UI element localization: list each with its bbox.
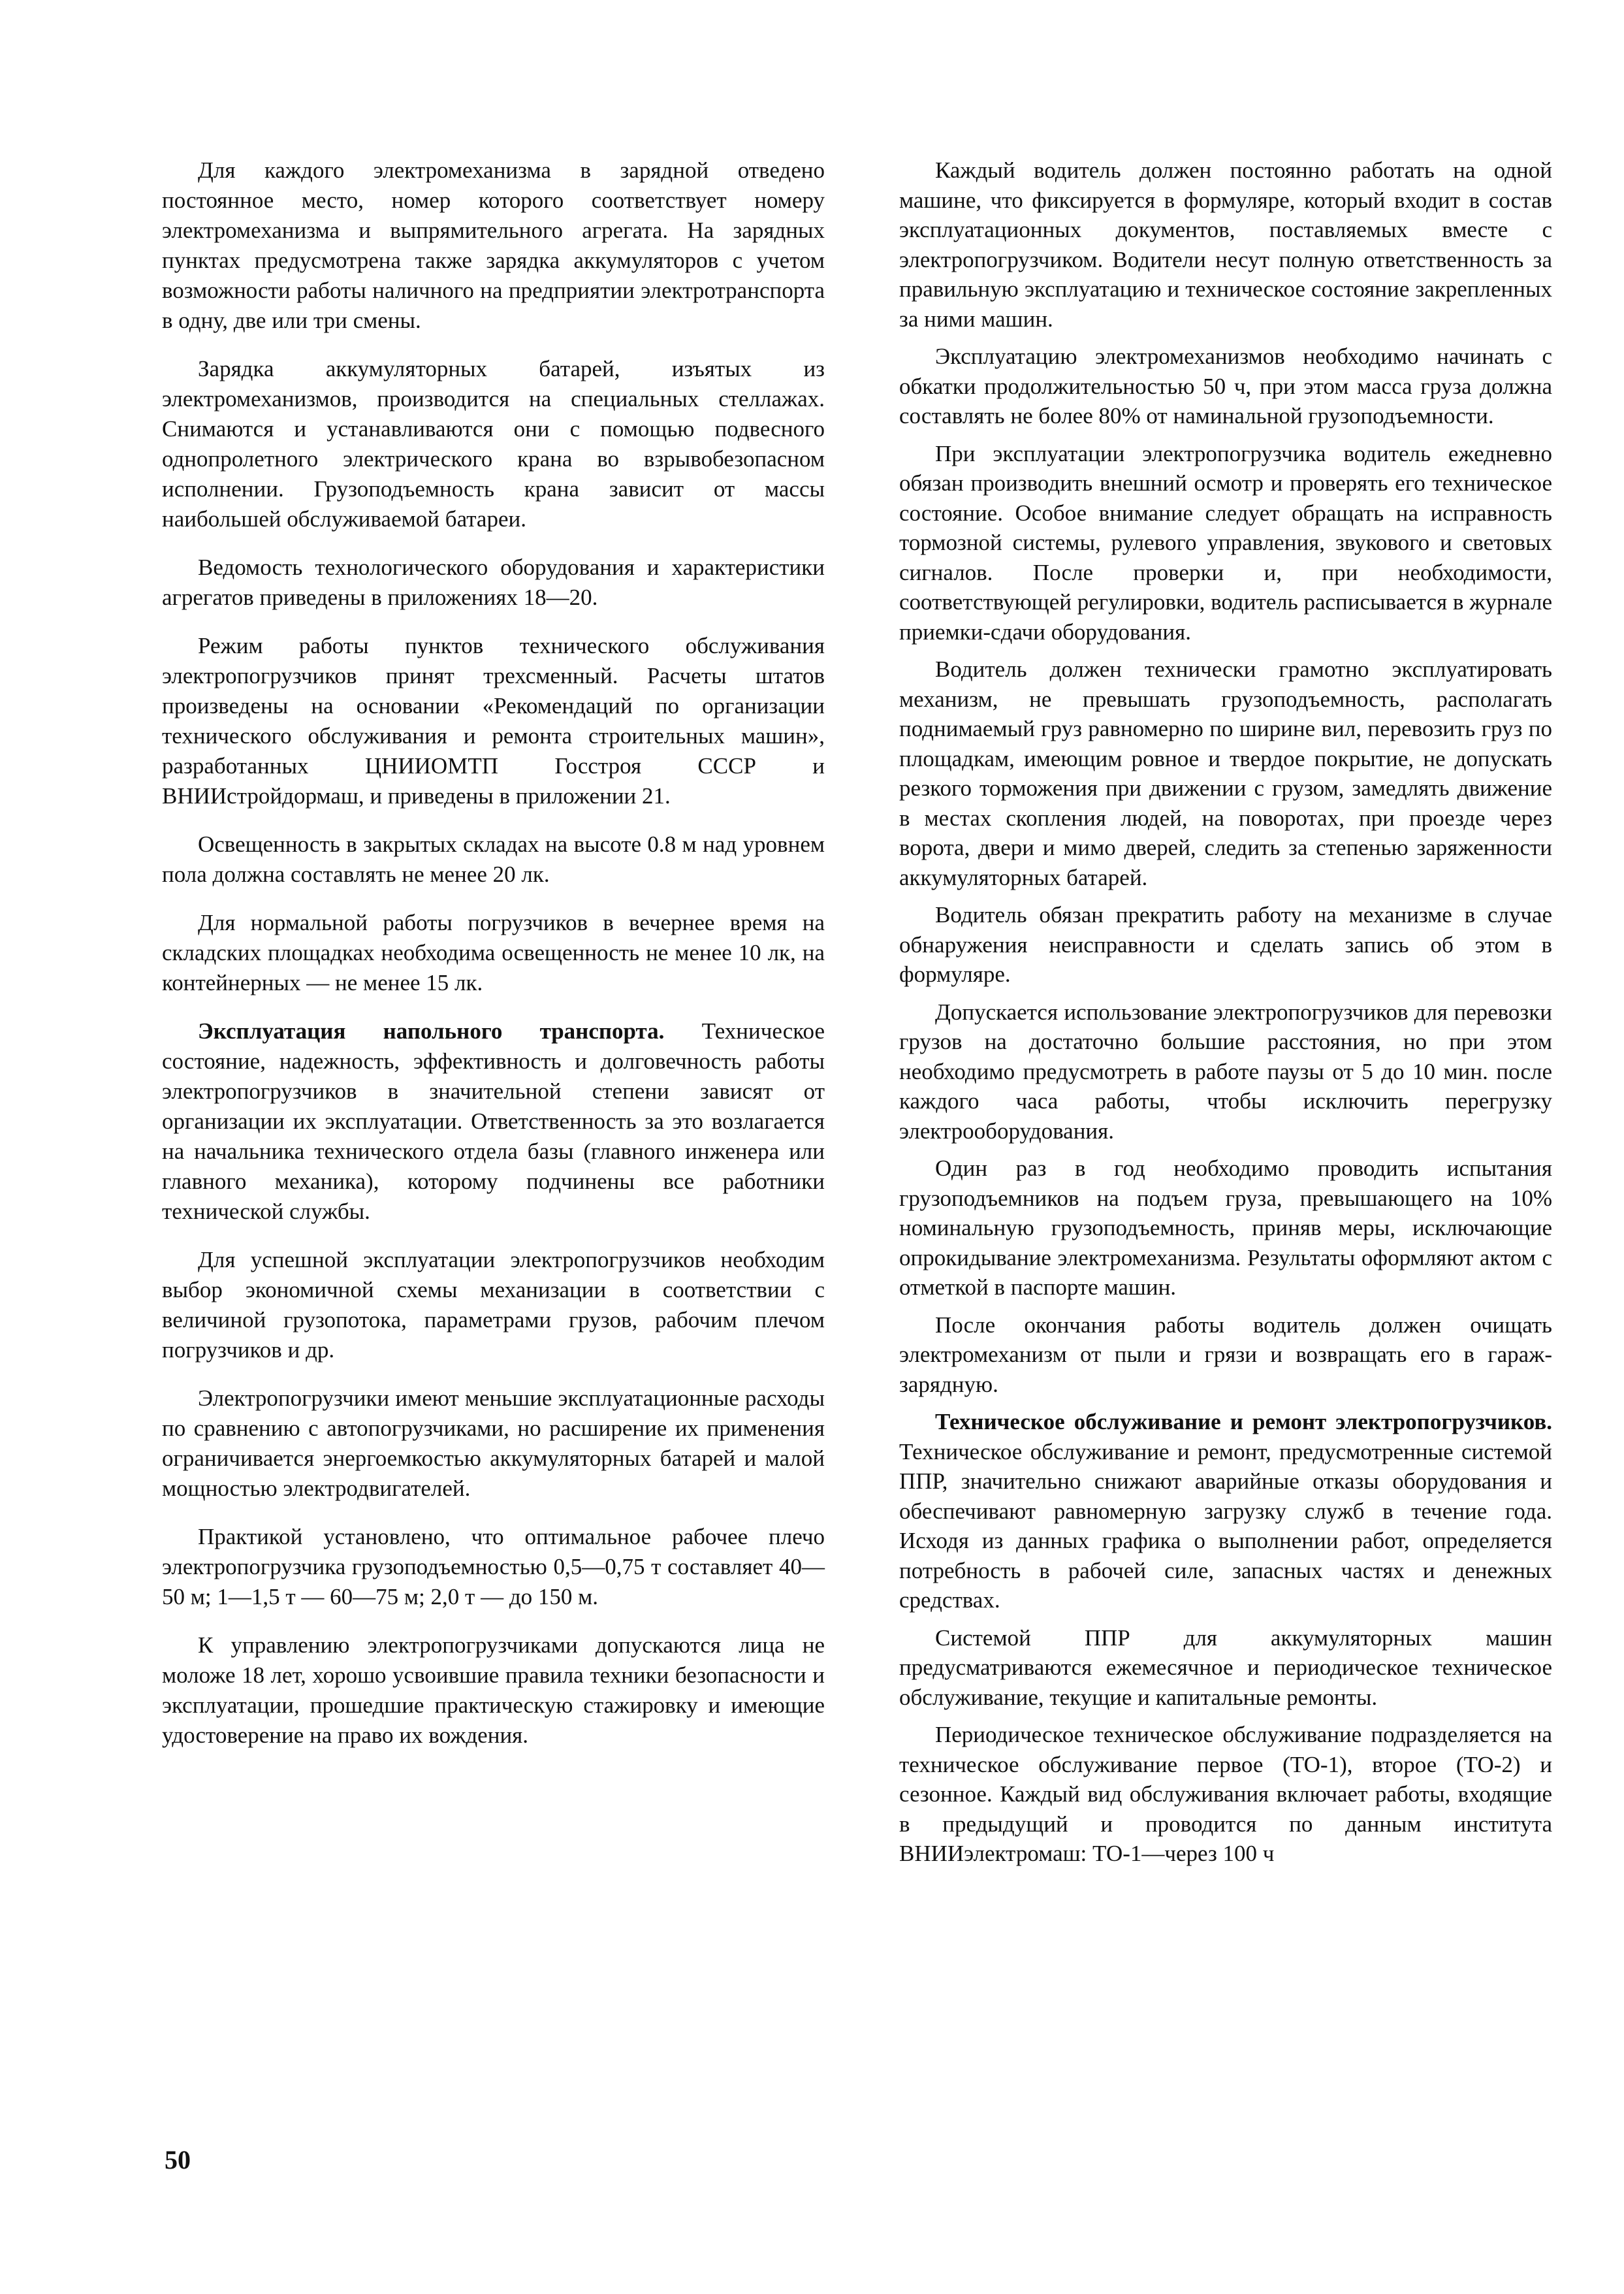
paragraph: Эксплуатация напольного транспорта. Техническое состояние, надежность, эффективность и долговечность работы электропогрузчиков в значительной степени зависят от организации их эксплуатации. Ответственность за это возлагается на начальника технического отдела базы (главного инженера или главного механика), которому подчинены все работники технической службы. [162,1018,825,1224]
paragraph: После окончания работы водитель должен очищать электромеханизм от пыли и грязи и возвращать его в гараж-зарядную. [899,1312,1552,1397]
paragraph: Техническое обслуживание и ремонт электропогрузчиков. Техническое обслуживание и ремонт, предусмотренные системой ППР, значительно снижают аварийные отказы оборудования и обеспечивают равномерную загрузку служб в течение года. Исходя из данных графика о выполнении работ, определяется потребность в рабочей силе, запасных частях и денежных средствах. [899,1409,1552,1613]
paragraph: Практикой установлено, что оптимальное рабочее плечо электропогрузчика грузоподъемностью 0,5—0,75 т составляет 40—50 м; 1—1,5 т — 60—75 м; 2,0 т — до 150 м. [162,1524,825,1609]
section-heading: Эксплуатация напольного транспорта. [198,1018,665,1044]
paragraph: Один раз в год необходимо проводить испытания грузоподъемников на подъем груза, превышающего на 10% номинальную грузоподъемность, приняв меры, исключающие опрокидывание электромеханизма. Результаты оформляют актом с отметкой в паспорте машин. [899,1155,1552,1300]
paragraph: Для нормальной работы погрузчиков в вечернее время на складских площадках необходима освещенность не менее 10 лк, на контейнерных — не менее 15 лк. [162,910,825,995]
page-number: 50 [165,2145,191,2174]
paragraph: Освещенность в закрытых складах на высоте 0.8 м над уровнем пола должна составлять не менее 20 лк. [162,832,825,887]
paragraph: Водитель обязан прекратить работу на механизме в случае обнаружения неисправности и сделать запись об этом в формуляре. [899,902,1552,987]
paragraph: Для каждого электромеханизма в зарядной отведено постоянное место, номер которого соответствует номеру электромеханизма и выпрямительного агрегата. На зарядных пунктах предусмотрена также зарядка аккумуляторов с учетом возможности работы наличного на предприятии электротранспорта в одну, две или три смены. [162,157,825,333]
paragraph: Периодическое техническое обслуживание подразделяется на техническое обслуживание первое (ТО-1), второе (ТО-2) и сезонное. Каждый вид обслуживания включает работы, входящие в предыдущий и проводится по данным института ВНИИэлектромаш: ТО-1—через 100 ч [899,1722,1552,1866]
paragraph: Для успешной эксплуатации электропогрузчиков необходим выбор экономичной схемы механизации в соответствии с величиной грузопотока, параметрами грузов, рабочим плечом погрузчиков и др. [162,1247,825,1363]
right-column [899,155,1552,1877]
paragraph: Допускается использование электропогрузчиков для перевозки грузов на достаточно большие расстояния, но при этом необходимо предусмотреть в работе паузы от 5 до 10 мин. после каждого часа работы, чтобы исключить перегрузку электрооборудования. [899,999,1552,1144]
paragraph: К управлению электропогрузчиками допускаются лица не моложе 18 лет, хорошо усвоившие правила техники безопасности и эксплуатации, прошедшие практическую стажировку и имеющие удостоверение на право их вождения. [162,1632,825,1748]
paragraph: При эксплуатации электропогрузчика водитель ежедневно обязан производить внешний осмотр и проверять его техническое состояние. Особое внимание следует обращать на исправность тормозной системы, рулевого управления, звукового и световых сигналов. После проверки и, при необходимости, соответствующей регулировки, водитель расписывается в журнале приемки-сдачи оборудования. [899,440,1552,645]
paragraph: Каждый водитель должен постоянно работать на одной машине, что фиксируется в формуляре, который входит в состав эксплуатационных документов, поставляемых вместе с электропогрузчиком. Водители несут полную ответственность за правильную эксплуатацию и техническое состояние закрепленных за ними машин. [899,157,1552,332]
paragraph: Электропогрузчики имеют меньшие эксплуатационные расходы по сравнению с автопогрузчиками, но расширение их применения ограничивается энергоемкостью аккумуляторных батарей и малой мощностью электродвигателей. [162,1385,825,1501]
paragraph: Ведомость технологического оборудования и характеристики агрегатов приведены в приложениях 18—20. [162,555,825,610]
paragraph: Режим работы пунктов технического обслуживания электропогрузчиков принят трехсменный. Расчеты штатов произведены на основании «Рекомендаций по организации технического обслуживания и ремонта строительных машин», разработанных ЦНИИОМТП Госстроя СССР и ВНИИстройдормаш, и приведены в приложении 21. [162,633,825,809]
paragraph: Водитель должен технически грамотно эксплуатировать механизм, не превышать грузоподъемность, располагать поднимаемый груз равномерно по ширине вил, перевозить груз по площадкам, имеющим ровное и твердое покрытие, не допускать резкого торможения при движении с грузом, замедлять движение в местах скопления людей, на поворотах, при проезде через ворота, двери и мимо дверей, следить за степенью заряженности аккумуляторных батарей. [899,656,1552,890]
section-heading: Техническое обслуживание и ремонт электропогрузчиков. [935,1409,1552,1434]
paragraph: Зарядка аккумуляторных батарей, изъятых из электромеханизмов, производится на специальных стеллажах. Снимаются и устанавливаются они с помощью подвесного однопролетного электрического крана во взрывобезопасном исполнении. Грузоподъемность крана зависит от массы наибольшей обслуживаемой батареи. [162,356,825,532]
left-column [162,155,825,1769]
paragraph: Эксплуатацию электромеханизмов необходимо начинать с обкатки продолжительностью 50 ч, при этом масса груза должна составлять не более 80% от наминальной грузоподъемности. [899,344,1552,428]
paragraph: Системой ППР для аккумуляторных машин предусматриваются ежемесячное и периодическое техническое обслуживание, текущие и капитальные ремонты. [899,1624,1552,1710]
